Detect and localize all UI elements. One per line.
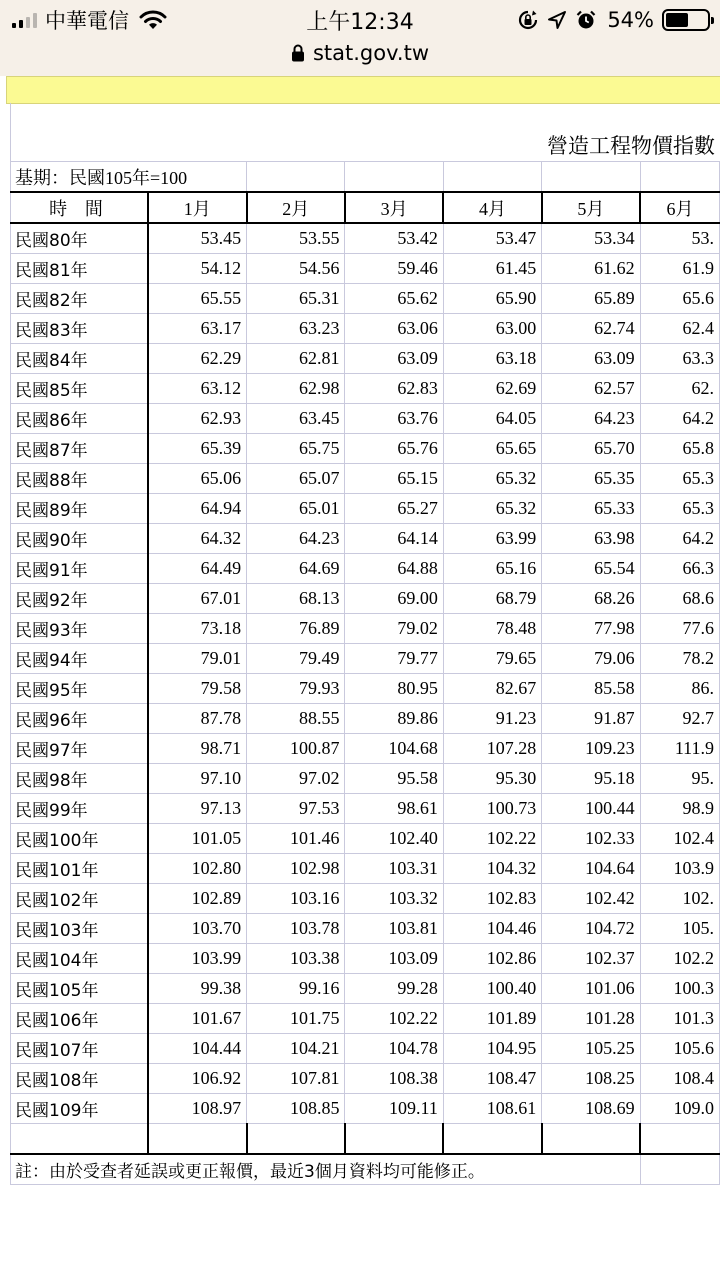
table-cell: 53.34 xyxy=(542,223,640,254)
table-cell: 95.58 xyxy=(345,764,443,794)
table-cell: 63.98 xyxy=(542,524,640,554)
column-header-jan: 1月 xyxy=(148,192,247,223)
row-year-label: 民國105年 xyxy=(11,974,149,1004)
table-cell: 88.55 xyxy=(247,704,345,734)
table-cell: 65.39 xyxy=(148,434,247,464)
table-row xyxy=(11,884,720,914)
table-cell: 103.70 xyxy=(148,914,247,944)
table-cell: 103.31 xyxy=(345,854,443,884)
address-bar[interactable] xyxy=(0,38,720,68)
table-row xyxy=(11,1034,720,1064)
table-cell: 99.16 xyxy=(247,974,345,1004)
table-cell: 101.46 xyxy=(247,824,345,854)
table-cell: 101.28 xyxy=(542,1004,640,1034)
clock: 上午12:34 xyxy=(306,10,414,35)
table-cell: 102. xyxy=(640,884,719,914)
table-cell: 104.32 xyxy=(443,854,541,884)
table-cell: 97.02 xyxy=(247,764,345,794)
table-cell: 53.55 xyxy=(247,223,345,254)
table-cell: 86. xyxy=(640,674,719,704)
table-cell: 65.01 xyxy=(247,494,345,524)
table-cell: 95. xyxy=(640,764,719,794)
table-cell: 53. xyxy=(640,223,719,254)
table-cell: 63.00 xyxy=(443,314,541,344)
table-cell: 100.3 xyxy=(640,974,719,1004)
table-cell: 79.77 xyxy=(345,644,443,674)
row-year-label: 民國102年 xyxy=(11,884,149,914)
table-cell: 79.65 xyxy=(443,644,541,674)
table-cell: 108.97 xyxy=(148,1094,247,1124)
row-year-label: 民國98年 xyxy=(11,764,149,794)
table-footer-rule xyxy=(11,1124,720,1155)
table-cell: 107.28 xyxy=(443,734,541,764)
table-cell: 92.7 xyxy=(640,704,719,734)
table-row xyxy=(11,1004,720,1034)
table-cell: 103.99 xyxy=(148,944,247,974)
table-cell: 62.57 xyxy=(542,374,640,404)
table-cell: 108.38 xyxy=(345,1064,443,1094)
table-cell: 104.78 xyxy=(345,1034,443,1064)
table-cell: 104.21 xyxy=(247,1034,345,1064)
table-cell: 104.44 xyxy=(148,1034,247,1064)
table-row xyxy=(11,854,720,884)
table-row xyxy=(11,344,720,374)
table-cell: 63.45 xyxy=(247,404,345,434)
table-cell: 68.26 xyxy=(542,584,640,614)
table-cell: 99.38 xyxy=(148,974,247,1004)
table-cell: 79.06 xyxy=(542,644,640,674)
table-cell: 102.2 xyxy=(640,944,719,974)
highlight-banner xyxy=(6,76,720,104)
battery-percent: 54% xyxy=(607,8,654,32)
table-cell: 65.70 xyxy=(542,434,640,464)
table-cell: 91.87 xyxy=(542,704,640,734)
table-cell: 104.95 xyxy=(443,1034,541,1064)
table-row xyxy=(11,1064,720,1094)
table-cell: 100.87 xyxy=(247,734,345,764)
table-cell: 65.3 xyxy=(640,464,719,494)
table-row xyxy=(11,434,720,464)
row-year-label: 民國92年 xyxy=(11,584,149,614)
table-cell: 65.07 xyxy=(247,464,345,494)
table-cell: 98.71 xyxy=(148,734,247,764)
table-row xyxy=(11,944,720,974)
table-cell: 59.46 xyxy=(345,254,443,284)
table-row xyxy=(11,464,720,494)
row-year-label: 民國104年 xyxy=(11,944,149,974)
table-row xyxy=(11,494,720,524)
table-cell: 62.98 xyxy=(247,374,345,404)
row-year-label: 民國107年 xyxy=(11,1034,149,1064)
table-cell: 101.05 xyxy=(148,824,247,854)
table-cell: 95.18 xyxy=(542,764,640,794)
table-row xyxy=(11,914,720,944)
table-cell: 102.89 xyxy=(148,884,247,914)
table-cell: 108.47 xyxy=(443,1064,541,1094)
table-cell: 78.48 xyxy=(443,614,541,644)
table-cell: 77.6 xyxy=(640,614,719,644)
table-cell: 62.93 xyxy=(148,404,247,434)
table-row xyxy=(11,794,720,824)
column-header-time: 時 間 xyxy=(11,192,149,223)
table-row xyxy=(11,223,720,254)
table-cell: 61.62 xyxy=(542,254,640,284)
table-cell: 65.27 xyxy=(345,494,443,524)
carrier-name: 中華電信 xyxy=(45,9,129,33)
table-cell: 100.44 xyxy=(542,794,640,824)
location-icon xyxy=(547,10,567,30)
row-year-label: 民國83年 xyxy=(11,314,149,344)
table-cell: 89.86 xyxy=(345,704,443,734)
table-cell: 108.69 xyxy=(542,1094,640,1124)
table-cell: 101.67 xyxy=(148,1004,247,1034)
row-year-label: 民國82年 xyxy=(11,284,149,314)
table-cell: 53.47 xyxy=(443,223,541,254)
table-cell: 104.72 xyxy=(542,914,640,944)
table-cell: 102.33 xyxy=(542,824,640,854)
table-cell: 65.62 xyxy=(345,284,443,314)
note-row xyxy=(11,1154,720,1185)
row-year-label: 民國109年 xyxy=(11,1094,149,1124)
table-cell: 79.02 xyxy=(345,614,443,644)
table-cell: 80.95 xyxy=(345,674,443,704)
table-cell: 65.31 xyxy=(247,284,345,314)
table-cell: 64.05 xyxy=(443,404,541,434)
table-cell: 101.75 xyxy=(247,1004,345,1034)
table-cell: 102.80 xyxy=(148,854,247,884)
table-cell: 64.94 xyxy=(148,494,247,524)
row-year-label: 民國97年 xyxy=(11,734,149,764)
table-cell: 79.93 xyxy=(247,674,345,704)
table-row xyxy=(11,734,720,764)
table-cell: 65.75 xyxy=(247,434,345,464)
rotation-lock-icon xyxy=(517,9,539,31)
url-text[interactable]: stat.gov.tw xyxy=(312,41,429,65)
table-cell: 100.40 xyxy=(443,974,541,1004)
row-year-label: 民國96年 xyxy=(11,704,149,734)
table-cell: 61.9 xyxy=(640,254,719,284)
table-cell: 63.18 xyxy=(443,344,541,374)
table-cell: 61.45 xyxy=(443,254,541,284)
table-cell: 64.88 xyxy=(345,554,443,584)
row-year-label: 民國86年 xyxy=(11,404,149,434)
table-cell: 82.67 xyxy=(443,674,541,704)
table-cell: 62.81 xyxy=(247,344,345,374)
table-cell: 105.6 xyxy=(640,1034,719,1064)
table-cell: 79.01 xyxy=(148,644,247,674)
base-period-label: 基期：民國105年=100 xyxy=(11,162,247,193)
table-cell: 65.54 xyxy=(542,554,640,584)
table-cell: 99.28 xyxy=(345,974,443,1004)
table-row xyxy=(11,824,720,854)
table-cell: 65.32 xyxy=(443,494,541,524)
table-cell: 65.8 xyxy=(640,434,719,464)
table-cell: 62.69 xyxy=(443,374,541,404)
table-cell: 53.45 xyxy=(148,223,247,254)
table-cell: 63.12 xyxy=(148,374,247,404)
table-cell: 53.42 xyxy=(345,223,443,254)
table-row xyxy=(11,764,720,794)
row-year-label: 民國94年 xyxy=(11,644,149,674)
row-year-label: 民國100年 xyxy=(11,824,149,854)
table-cell: 64.2 xyxy=(640,524,719,554)
table-cell: 97.13 xyxy=(148,794,247,824)
table-cell: 111.9 xyxy=(640,734,719,764)
table-cell: 98.61 xyxy=(345,794,443,824)
table-cell: 65.65 xyxy=(443,434,541,464)
table-cell: 63.99 xyxy=(443,524,541,554)
table-cell: 62.83 xyxy=(345,374,443,404)
table-cell: 64.69 xyxy=(247,554,345,584)
table-cell: 102.22 xyxy=(443,824,541,854)
battery-icon xyxy=(662,9,710,31)
table-cell: 66.3 xyxy=(640,554,719,584)
column-header-mar: 3月 xyxy=(345,192,443,223)
table-cell: 54.12 xyxy=(148,254,247,284)
table-cell: 64.23 xyxy=(542,404,640,434)
row-year-label: 民國103年 xyxy=(11,914,149,944)
table-cell: 109.23 xyxy=(542,734,640,764)
column-header-jun: 6月 xyxy=(640,192,719,223)
row-year-label: 民國87年 xyxy=(11,434,149,464)
table-cell: 76.89 xyxy=(247,614,345,644)
table-cell: 108.25 xyxy=(542,1064,640,1094)
row-year-label: 民國85年 xyxy=(11,374,149,404)
table-cell: 65.90 xyxy=(443,284,541,314)
row-year-label: 民國106年 xyxy=(11,1004,149,1034)
table-row xyxy=(11,374,720,404)
column-header-apr: 4月 xyxy=(443,192,541,223)
table-row xyxy=(11,404,720,434)
table-cell: 102.22 xyxy=(345,1004,443,1034)
row-year-label: 民國89年 xyxy=(11,494,149,524)
table-cell: 62.29 xyxy=(148,344,247,374)
table-cell: 64.14 xyxy=(345,524,443,554)
table-cell: 102.4 xyxy=(640,824,719,854)
table-cell: 109.11 xyxy=(345,1094,443,1124)
table-cell: 101.3 xyxy=(640,1004,719,1034)
battery-level xyxy=(666,13,688,27)
table-row xyxy=(11,614,720,644)
table-cell: 107.81 xyxy=(247,1064,345,1094)
table-cell: 64.49 xyxy=(148,554,247,584)
table-row xyxy=(11,1094,720,1124)
table-cell: 63.06 xyxy=(345,314,443,344)
row-year-label: 民國90年 xyxy=(11,524,149,554)
table-cell: 64.23 xyxy=(247,524,345,554)
table-cell: 64.2 xyxy=(640,404,719,434)
row-year-label: 民國95年 xyxy=(11,674,149,704)
table-cell: 67.01 xyxy=(148,584,247,614)
table-cell: 102.86 xyxy=(443,944,541,974)
table-cell: 104.64 xyxy=(542,854,640,884)
table-row xyxy=(11,674,720,704)
table-cell: 77.98 xyxy=(542,614,640,644)
table-row xyxy=(11,254,720,284)
table-cell: 97.53 xyxy=(247,794,345,824)
table-cell: 103.09 xyxy=(345,944,443,974)
table-cell: 65.89 xyxy=(542,284,640,314)
table-row xyxy=(11,524,720,554)
table-cell: 102.98 xyxy=(247,854,345,884)
footnote: 註：由於受查者延誤或更正報價，最近3個月資料均可能修正。 xyxy=(11,1154,641,1185)
column-header-may: 5月 xyxy=(542,192,640,223)
table-cell: 65.3 xyxy=(640,494,719,524)
table-cell: 65.55 xyxy=(148,284,247,314)
table-row xyxy=(11,584,720,614)
table-row xyxy=(11,704,720,734)
table-cell: 102.42 xyxy=(542,884,640,914)
row-year-label: 民國81年 xyxy=(11,254,149,284)
table-cell: 91.23 xyxy=(443,704,541,734)
table-cell: 62.74 xyxy=(542,314,640,344)
table-cell: 63.76 xyxy=(345,404,443,434)
table-cell: 109.0 xyxy=(640,1094,719,1124)
table-cell: 65.35 xyxy=(542,464,640,494)
table-cell: 98.9 xyxy=(640,794,719,824)
table-cell: 63.17 xyxy=(148,314,247,344)
table-cell: 104.46 xyxy=(443,914,541,944)
table-cell: 101.89 xyxy=(443,1004,541,1034)
table-cell: 102.37 xyxy=(542,944,640,974)
grid-line xyxy=(10,103,11,161)
alarm-icon xyxy=(575,9,597,31)
table-cell: 63.09 xyxy=(542,344,640,374)
table-cell: 103.16 xyxy=(247,884,345,914)
table-cell: 103.32 xyxy=(345,884,443,914)
row-year-label: 民國108年 xyxy=(11,1064,149,1094)
table-cell: 65.15 xyxy=(345,464,443,494)
table-header-row xyxy=(11,192,720,223)
table-cell: 79.49 xyxy=(247,644,345,674)
row-year-label: 民國88年 xyxy=(11,464,149,494)
table-row xyxy=(11,974,720,1004)
table-cell: 65.32 xyxy=(443,464,541,494)
table-cell: 69.00 xyxy=(345,584,443,614)
row-year-label: 民國84年 xyxy=(11,344,149,374)
table-row xyxy=(11,554,720,584)
base-period-row xyxy=(11,162,720,193)
table-cell: 97.10 xyxy=(148,764,247,794)
table-cell: 79.58 xyxy=(148,674,247,704)
table-cell: 65.16 xyxy=(443,554,541,584)
table-cell: 63.09 xyxy=(345,344,443,374)
sheet-title: 營造工程物價指數 xyxy=(547,134,715,158)
table-cell: 103.81 xyxy=(345,914,443,944)
table-cell: 101.06 xyxy=(542,974,640,1004)
table-cell: 108.61 xyxy=(443,1094,541,1124)
table-cell: 108.85 xyxy=(247,1094,345,1124)
table-row xyxy=(11,644,720,674)
table-cell: 65.76 xyxy=(345,434,443,464)
status-bar xyxy=(0,0,720,76)
table-row xyxy=(11,314,720,344)
table-cell: 103.38 xyxy=(247,944,345,974)
table-cell: 105.25 xyxy=(542,1034,640,1064)
table-cell: 95.30 xyxy=(443,764,541,794)
table-cell: 65.33 xyxy=(542,494,640,524)
table-cell: 103.78 xyxy=(247,914,345,944)
table-cell: 103.9 xyxy=(640,854,719,884)
row-year-label: 民國93年 xyxy=(11,614,149,644)
table-cell: 87.78 xyxy=(148,704,247,734)
table-cell: 62. xyxy=(640,374,719,404)
table-cell: 62.4 xyxy=(640,314,719,344)
table-cell: 104.68 xyxy=(345,734,443,764)
row-year-label: 民國91年 xyxy=(11,554,149,584)
table-cell: 64.32 xyxy=(148,524,247,554)
table-cell: 85.58 xyxy=(542,674,640,704)
column-header-feb: 2月 xyxy=(247,192,345,223)
table-cell: 68.79 xyxy=(443,584,541,614)
table-cell: 78.2 xyxy=(640,644,719,674)
table-cell: 65.06 xyxy=(148,464,247,494)
row-year-label: 民國101年 xyxy=(11,854,149,884)
table-cell: 54.56 xyxy=(247,254,345,284)
table-cell: 106.92 xyxy=(148,1064,247,1094)
table-cell: 73.18 xyxy=(148,614,247,644)
table-cell: 102.40 xyxy=(345,824,443,854)
table-cell: 108.4 xyxy=(640,1064,719,1094)
row-year-label: 民國99年 xyxy=(11,794,149,824)
table-row xyxy=(11,284,720,314)
table-cell: 100.73 xyxy=(443,794,541,824)
lock-icon xyxy=(291,44,305,62)
row-year-label: 民國80年 xyxy=(11,223,149,254)
table-cell: 68.13 xyxy=(247,584,345,614)
table-cell: 105. xyxy=(640,914,719,944)
table-cell: 65.6 xyxy=(640,284,719,314)
price-index-table xyxy=(10,161,720,1185)
table-cell: 63.3 xyxy=(640,344,719,374)
table-cell: 102.83 xyxy=(443,884,541,914)
status-right xyxy=(517,6,710,34)
table-cell: 68.6 xyxy=(640,584,719,614)
table-cell: 63.23 xyxy=(247,314,345,344)
